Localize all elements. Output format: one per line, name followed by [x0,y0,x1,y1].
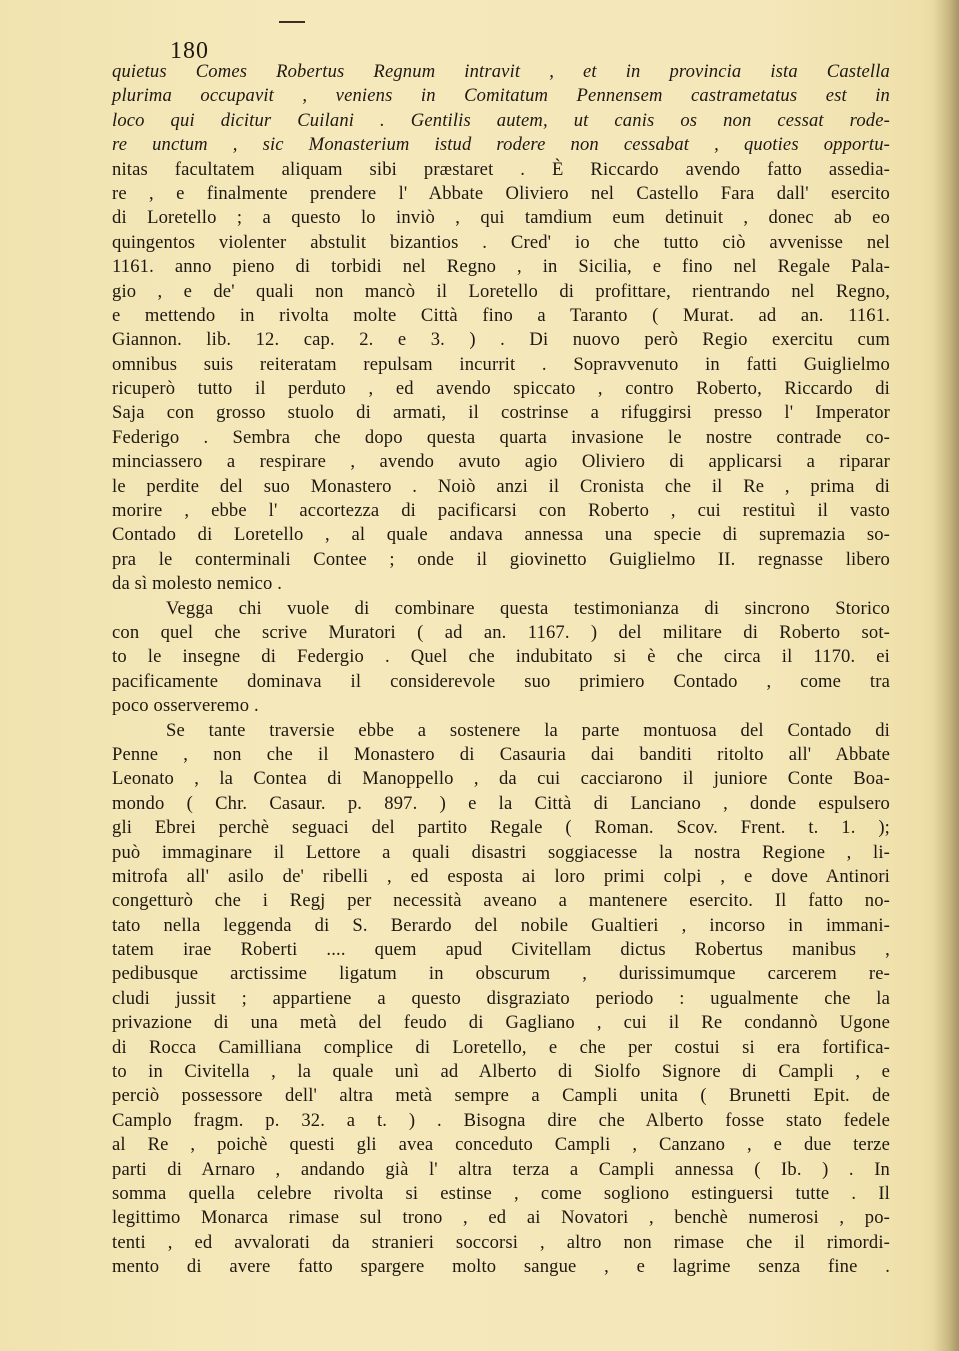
text-line: gli Ebrei perchè seguaci del partito Regale ( Roman. Scov. Frent. t. 1. ); [112,817,890,839]
text-line: loco qui dicitur Cuilani . Gentilis autem, ut canis os non cessat rode- [112,109,890,131]
text-line: cludi jussit ; appartiene a questo disgraziato periodo : ugualmente che la [112,987,890,1009]
text-line: ricuperò tutto il perduto , ed avendo spiccato , contro Roberto, Riccardo di [112,378,890,400]
text-line: perciò possessore dell' altra metà sempre a Campli unita ( Brunetti Epit. de [112,1085,890,1107]
text-line: Vegga chi vuole di combinare questa testimonianza di sincrono Storico [166,597,890,619]
text-line: congetturò che i Regj per necessità aveano a mantenere esercito. Il fatto no- [112,890,890,912]
text-line: quietus Comes Robertus Regnum intravit , et in provincia ista Castella [112,61,890,82]
text-line: parti di Arnaro , andando già l' altra terza a Campli annessa ( Ib. ) . In [112,1158,890,1180]
header-rule [279,21,305,23]
text-line: pedibusque arctissime ligatum in obscurum , durissimumque carcerem re- [112,963,890,985]
text-line: plurima occupavit , veniens in Comitatum Pennensem castrametatus est in [112,85,890,107]
text-line: re , e finalmente prendere l' Abbate Oliviero nel Castello Fara dall' esercito [112,182,890,204]
text-line: le perdite del suo Monastero . Noiò anzi il Cronista che il Re , prima di [112,475,890,497]
text-line: Saja con grosso stuolo di armati, il costrinse a rifuggirsi presso l' Imperator [112,402,890,424]
text-line: nitas facultatem aliquam sibi præstaret . È Riccardo avendo fatto assedia- [112,158,890,180]
text-line: da sì molesto nemico . [112,573,283,595]
text-line: può immaginare il Lettore a quali disastri soggiacesse la nostra Regione , li- [112,841,890,863]
page-edge-shadow [933,0,959,1351]
page-number: 180 [170,38,209,64]
text-line: mondo ( Chr. Casaur. p. 897. ) e la Città di Lanciano , donde espulsero [112,792,890,814]
text-line: tatem irae Roberti .... quem apud Civitellam dictus Robertus manibus , [112,939,890,961]
text-line: tato nella leggenda di S. Berardo del nobile Gualtieri , incorso in immani- [112,914,890,936]
text-line: Contado di Loretello , al quale andava annessa una specie di supremazia so- [112,524,890,546]
body-text [112,60,890,1304]
text-line: re unctum , sic Monasterium istud rodere non cessabat , quoties opportu- [112,134,890,156]
text-line: minciassero a respirare , avendo avuto agio Oliviero di applicarsi a riparar [112,451,890,473]
text-line: di Loretello ; a questo lo inviò , qui tamdium eum detinuit , donec ab eo [112,207,890,229]
text-line: omnibus suis reiteratam repulsam incurrit . Sopravvenuto in fatti Guiglielmo [112,353,890,375]
text-line: di Rocca Camilliana complice di Loretello, e che per costui si era fortifica- [112,1036,890,1058]
text-line: quingentos violenter abstulit bizantios . Cred' io che tutto ciò avvenisse nel [112,231,890,253]
text-line: mento di avere fatto spargere molto sangue , e lagrime senza fine . [112,1256,890,1278]
text-line: legittimo Monarca rimase sul trono , ed ai Novatori , benchè numerosi , po- [112,1207,890,1229]
text-line: morire , ebbe l' accortezza di pacificarsi con Roberto , cui restituì il vasto [112,500,890,522]
text-line: Penne , non che il Monastero di Casauria dai banditi ritolto all' Abbate [112,743,890,765]
text-line: mitrofa all' asilo de' ribelli , ed esposta ai loro primi colpi , e dove Antinori [112,865,890,887]
text-line [112,1280,890,1304]
text-line: con quel che scrive Muratori ( ad an. 1167. ) del militare di Roberto sot- [112,621,890,643]
text-line: al Re , poichè questi gli avea conceduto Campli , Canzano , e due terze [112,1134,890,1156]
text-line: Se tante traversie ebbe a sostenere la parte montuosa del Contado di [166,719,890,741]
text-line: Leonato , la Contea di Manoppello , da cui cacciarono il juniore Conte Boa- [112,768,890,790]
text-line: Federigo . Sembra che dopo questa quarta invasione le nostre contrade co- [112,426,890,448]
text-line: Giannon. lib. 12. cap. 2. e 3. ) . Di nuovo però Regio exercitu cum [112,329,890,351]
text-line: somma quella celebre rivolta si estinse , come sogliono estinguersi tutte . Il [112,1182,890,1204]
text-line: tenti , ed avvalorati da stranieri soccorsi , altro non rimase che il rimordi- [112,1231,890,1253]
text-line: gio , e de' quali non mancò il Loretello di profittare, rientrando nel Regno, [112,280,890,302]
text-line: e mettendo in rivolta molte Città fino a Taranto ( Murat. ad an. 1161. [112,304,890,326]
text-line: privazione di una metà del feudo di Gagliano , cui il Re condannò Ugone [112,1012,890,1034]
text-line: pacificamente dominava il considerevole suo primiero Contado , come tra [112,670,890,692]
text-line: poco osserveremo . [112,695,259,717]
text-line: 1161. anno pieno di torbidi nel Regno , in Sicilia, e fino nel Regale Pala- [112,256,890,278]
text-line: Camplo fragm. p. 32. a t. ) . Bisogna dire che Alberto fosse stato fedele [112,1109,890,1131]
text-line: to in Civitella , la quale unì ad Alberto di Siolfo Signore di Campli , e [112,1061,890,1083]
text-line: to le insegne di Federgio . Quel che indubitato si è che circa il 1170. ei [112,646,890,668]
text-line: pra le conterminali Contee ; onde il giovinetto Guiglielmo II. regnasse libero [112,548,890,570]
